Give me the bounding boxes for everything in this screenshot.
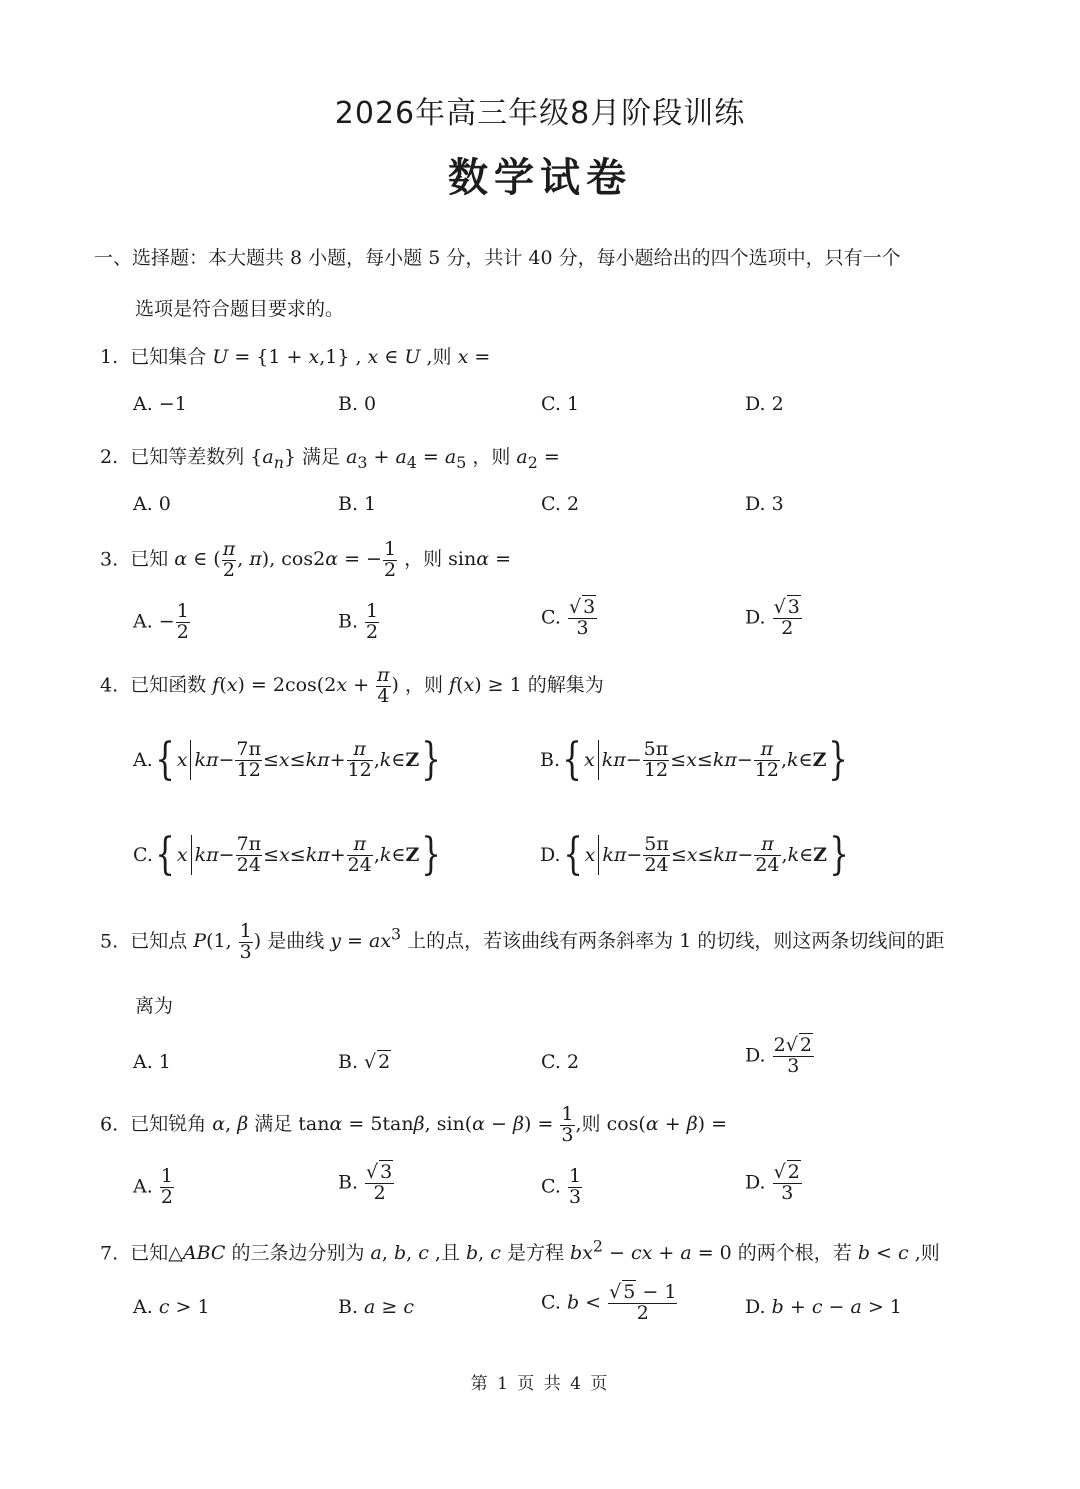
q7-option-b[interactable]: B. a ≥ c	[338, 1296, 415, 1318]
q3-option-a[interactable]: A. − $\frac{1}{2}$	[133, 600, 189, 643]
question-3	[100, 540, 511, 581]
q5-option-d[interactable]: D. $\frac{2√ 2}{3}$	[745, 1034, 812, 1077]
q1-option-b[interactable]: B. 0	[338, 393, 377, 415]
q6-option-c[interactable]: C. $\frac{1}{3}$	[541, 1165, 582, 1208]
question-2	[100, 442, 560, 472]
question-5	[100, 922, 944, 963]
q4-option-b[interactable]: B. { x kπ − $\frac{5\pi}{12}$ ≤ x ≤ kπ − $\frac{\pi}{12}$ , k ∈ Z }	[540, 734, 849, 785]
question-text: 已知△ABC 的三条边分别为 a, b, c ,且 b, c 是方程 $bx^2$ − cx + a = 0 的两个根，若 b < c ,则	[124, 1237, 940, 1265]
question-6	[100, 1105, 727, 1146]
question-number: 4.	[100, 674, 119, 697]
q6-option-a[interactable]: A. $\frac{1}{2}$	[133, 1165, 173, 1208]
q6-option-b[interactable]: B. $\frac{√ 3}{2}$	[338, 1161, 393, 1204]
question-number: 3.	[100, 548, 119, 571]
q3-option-d[interactable]: D. $\frac{√ 3}{2}$	[745, 596, 800, 639]
q5-option-a[interactable]: A. 1	[133, 1051, 171, 1073]
question-1	[100, 342, 490, 369]
q3-option-b[interactable]: B. $\frac{1}{2}$	[338, 600, 379, 643]
q1-option-d[interactable]: D. 2	[745, 393, 784, 415]
q2-option-c[interactable]: C. 2	[541, 493, 580, 515]
section-instructions-line2: 选项是符合题目要求的。	[135, 298, 345, 320]
question-number: 1.	[100, 346, 119, 368]
question-number: 5.	[100, 930, 119, 953]
question-number: 2.	[100, 446, 119, 468]
question-number: 7.	[100, 1242, 119, 1265]
q4-option-c[interactable]: C. { x kπ − $\frac{7\pi}{24}$ ≤ x ≤ kπ + $\frac{\pi}{24}$ , k ∈ Z }	[133, 829, 442, 880]
question-4	[100, 666, 604, 707]
q7-option-c[interactable]: C. b < $\frac{√ 5 - 1}{2}$	[541, 1281, 677, 1324]
exam-subject-title: 数学试卷	[448, 155, 632, 201]
section-instructions-line1: 一、选择题：本大题共 8 小题，每小题 5 分，共计 40 分，每小题给出的四个选项中，只有一个	[94, 247, 901, 269]
q7-option-a[interactable]: A. c > 1	[133, 1296, 210, 1318]
q1-option-c[interactable]: C. 1	[541, 393, 580, 415]
question-text: 已知点 P(1, $\frac{1}{3}$ ) 是曲线 $y = ax^3$ 上的点，若该曲线有两条斜率为 1 的切线，则这两条切线间的距	[124, 920, 945, 963]
exam-title: 2026年高三年级8月阶段训练	[334, 96, 746, 131]
question-text: 已知 α ∈ ( $\frac{\pi}{2}$ , π), cos2α = − $\frac{1}{2}$ ，则 sinα =	[124, 538, 512, 581]
q2-option-d[interactable]: D. 3	[745, 493, 784, 515]
question-text: 已知锐角 α, β 满足 tanα = 5tanβ, sin(α − β) = $\frac{1}{3}$ ,则 cos(α + β) =	[124, 1103, 728, 1146]
q5-option-c[interactable]: C. 2	[541, 1051, 580, 1073]
q2-option-b[interactable]: B. 1	[338, 493, 377, 515]
q3-option-c[interactable]: C. $\frac{√ 3}{3}$	[541, 596, 596, 639]
page-footer: 第 1 页 共 4 页	[470, 1374, 610, 1394]
q6-option-d[interactable]: D. $\frac{√ 2}{3}$	[745, 1161, 800, 1204]
q4-option-d[interactable]: D. { x kπ − $\frac{5\pi}{24}$ ≤ x ≤ kπ − $\frac{\pi}{24}$ , k ∈ Z }	[540, 829, 849, 880]
q2-option-a[interactable]: A. 0	[133, 493, 171, 515]
question-7	[100, 1237, 940, 1265]
q4-option-a[interactable]: A. { x kπ − $\frac{7\pi}{12}$ ≤ x ≤ kπ + $\frac{\pi}{12}$ , k ∈ Z }	[133, 734, 442, 785]
question-number: 6.	[100, 1113, 119, 1136]
q1-option-a[interactable]: A. −1	[133, 393, 187, 415]
question-5-continued: 离为	[135, 995, 174, 1017]
question-text: 已知等差数列 $\{a_n\}$ 满足 $a_3 + a_4 = a_5$ ，则 $a_2$ =	[124, 446, 560, 472]
q5-option-b[interactable]: B. √ 2	[338, 1051, 391, 1073]
q7-option-d[interactable]: D. b + c − a > 1	[745, 1296, 902, 1318]
question-text: 已知函数 f(x) = 2cos(2x + $\frac{\pi}{4}$ ) ，则 f(x) ≥ 1 的解集为	[124, 664, 604, 707]
question-text: 已知集合 U = {1 + x,1} , x ∈ U ,则 x =	[124, 346, 491, 368]
